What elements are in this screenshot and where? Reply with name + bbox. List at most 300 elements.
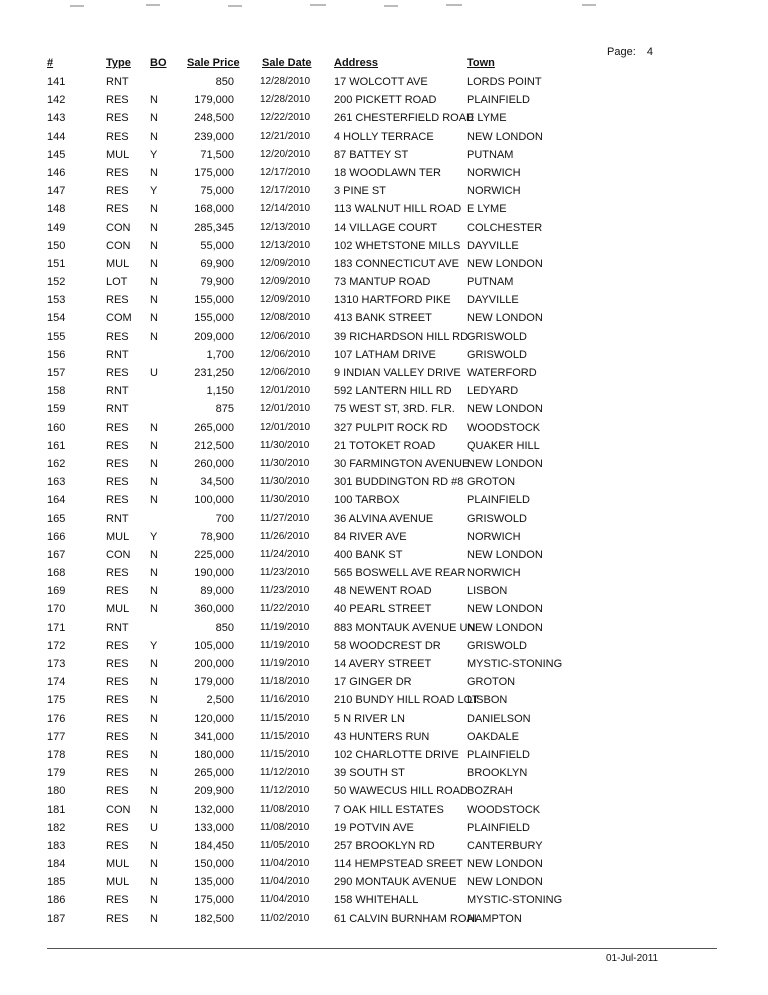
address: 84 RIVER AVE (334, 530, 407, 543)
address: 19 POTVIN AVE (334, 821, 414, 834)
table-row (0, 310, 768, 328)
property-type: RES (106, 639, 129, 652)
table-row (0, 92, 768, 110)
sale-date: 11/19/2010 (260, 621, 310, 633)
sale-date: 12/22/2010 (260, 112, 311, 124)
row-number: 185 (47, 876, 66, 889)
sale-date: 12/14/2010 (260, 203, 311, 215)
address: 290 MONTAUK AVENUE (334, 876, 457, 889)
address: 17 WOLCOTT AVE (334, 76, 428, 88)
row-number: 182 (47, 821, 66, 834)
sale-date: 12/13/2010 (260, 239, 311, 251)
sale-price: 180,000 (194, 748, 234, 761)
row-number: 142 (47, 94, 66, 107)
row-number: 175 (47, 694, 66, 707)
property-type: RES (106, 166, 129, 179)
table-row (0, 729, 768, 747)
address: 261 CHESTERFIELD ROAD (334, 112, 474, 125)
row-number: 171 (47, 621, 66, 634)
table-row (0, 820, 768, 838)
sale-price: 260,000 (194, 457, 234, 470)
sale-date: 11/19/2010 (260, 639, 310, 651)
row-number: 176 (47, 712, 66, 725)
sale-price: 132,000 (194, 803, 234, 816)
property-type: RES (106, 330, 129, 343)
address: 113 WALNUT HILL ROAD (334, 203, 462, 216)
row-number: 183 (47, 839, 66, 852)
bo-flag: N (150, 894, 158, 907)
table-row (0, 547, 768, 565)
sale-price: 69,900 (200, 257, 234, 270)
table-row (0, 401, 768, 419)
property-type: RES (106, 730, 129, 743)
address: 75 WEST ST, 3RD. FLR. (334, 403, 455, 416)
address: 50 WAWECUS HILL ROAD (334, 785, 468, 798)
row-number: 160 (47, 421, 66, 434)
town: LISBON (467, 694, 508, 707)
town: NORWICH (467, 567, 521, 580)
sale-date: 11/08/2010 (260, 803, 310, 815)
bo-flag: N (150, 130, 158, 143)
address: 200 PICKETT ROAD (334, 94, 437, 107)
address: 39 RICHARDSON HILL RD (334, 330, 469, 343)
sale-price: 120,000 (194, 712, 234, 725)
table-row (0, 765, 768, 783)
address: 21 TOTOKET ROAD (334, 439, 436, 452)
sale-date: 12/28/2010 (260, 94, 311, 106)
row-number: 180 (47, 785, 66, 798)
table-row (0, 365, 768, 383)
town: WATERFORD (467, 367, 537, 379)
sale-date: 11/16/2010 (260, 694, 310, 706)
sale-date: 11/19/2010 (260, 658, 310, 669)
sale-price: 100,000 (194, 494, 234, 507)
bo-flag: N (150, 785, 158, 798)
row-number: 157 (47, 367, 66, 379)
town: NORWICH (467, 530, 521, 543)
sale-price: 71,500 (200, 148, 234, 161)
property-type: RNT (106, 76, 129, 88)
sale-price: 175,000 (194, 166, 234, 179)
sale-price: 78,900 (200, 530, 234, 543)
sale-date: 12/06/2010 (260, 367, 311, 378)
town: BROOKLYN (467, 767, 528, 780)
sale-date: 11/12/2010 (260, 785, 310, 797)
table-row (0, 147, 768, 165)
sale-price: 184,450 (194, 839, 234, 852)
row-number: 146 (47, 166, 66, 179)
table-row (0, 347, 768, 365)
row-number: 173 (47, 658, 66, 670)
town: LISBON (467, 585, 508, 598)
town: NORWICH (467, 166, 521, 179)
town: LEDYARD (467, 385, 519, 398)
sale-price: 1,700 (206, 348, 234, 361)
sale-price: 179,000 (194, 676, 234, 689)
address: 43 HUNTERS RUN (334, 730, 430, 743)
address: 17 GINGER DR (334, 676, 412, 689)
town: NEW LONDON (467, 457, 543, 470)
property-type: MUL (106, 603, 130, 616)
town: GRISWOLD (467, 348, 527, 361)
bo-flag: Y (150, 185, 158, 198)
town: DAYVILLE (467, 239, 519, 252)
table-row (0, 783, 768, 801)
sale-price: 182,500 (194, 912, 234, 925)
bo-flag: U (150, 821, 158, 834)
property-type: RES (106, 130, 129, 143)
sale-date: 12/08/2010 (260, 312, 311, 324)
bo-flag: N (150, 257, 158, 270)
town: DAYVILLE (467, 294, 519, 307)
sale-date: 12/06/2010 (260, 330, 311, 342)
sale-date: 12/28/2010 (260, 76, 311, 87)
bo-flag: N (150, 312, 158, 325)
bo-flag: Y (150, 530, 158, 543)
bo-flag: N (150, 457, 158, 470)
sale-price: 175,000 (194, 894, 234, 907)
sale-date: 12/01/2010 (260, 385, 311, 397)
sale-price: 179,000 (194, 94, 234, 107)
address: 30 FARMINGTON AVENUE (334, 457, 470, 470)
address: 5 N RIVER LN (334, 712, 405, 725)
property-type: RES (106, 748, 129, 761)
address: 18 WOODLAWN TER (334, 166, 441, 179)
header-town: Town (467, 57, 495, 69)
town: NEW LONDON (467, 312, 543, 325)
sale-date: 11/26/2010 (260, 530, 310, 542)
property-type: RES (106, 894, 129, 907)
header-address: Address (334, 57, 379, 69)
town: GRISWOLD (467, 330, 527, 343)
town: PUTNAM (467, 148, 514, 161)
property-type: CON (106, 221, 131, 234)
town: NEW LONDON (467, 548, 543, 561)
town: PUTNAM (467, 276, 514, 289)
sale-price: 89,000 (200, 585, 234, 598)
table-row (0, 565, 768, 583)
row-number: 184 (47, 858, 66, 871)
address: 413 BANK STREET (334, 312, 432, 325)
sale-date: 11/15/2010 (260, 730, 310, 742)
bo-flag: N (150, 330, 158, 343)
property-type: RES (106, 494, 129, 507)
property-type: RES (106, 694, 129, 707)
town: MYSTIC-STONING (467, 894, 563, 907)
address: 48 NEWENT ROAD (334, 585, 432, 598)
table-row (0, 201, 768, 219)
sale-price: 200,000 (194, 658, 234, 670)
row-number: 163 (47, 476, 66, 489)
row-number: 144 (47, 130, 66, 143)
property-type: RNT (106, 348, 129, 361)
row-number: 151 (47, 257, 66, 270)
sale-date: 11/02/2010 (260, 912, 310, 924)
property-type: MUL (106, 876, 130, 889)
bo-flag: Y (150, 639, 158, 652)
table-row (0, 329, 768, 347)
row-number: 178 (47, 748, 66, 761)
sale-date: 11/27/2010 (260, 512, 310, 524)
town: QUAKER HILL (467, 439, 540, 452)
town: PLAINFIELD (467, 494, 530, 507)
row-number: 167 (47, 548, 66, 561)
table-row (0, 183, 768, 201)
bo-flag: N (150, 548, 158, 561)
property-type: MUL (106, 858, 130, 871)
sale-price: 34,500 (200, 476, 234, 489)
address: 61 CALVIN BURNHAM ROAI (334, 912, 477, 925)
sale-price: 265,000 (194, 767, 234, 780)
property-type: RES (106, 821, 129, 834)
bo-flag: N (150, 876, 158, 889)
address: 3 PINE ST (334, 185, 386, 198)
table-row (0, 165, 768, 183)
bo-flag: N (150, 203, 158, 216)
sale-price: 850 (215, 76, 234, 88)
bo-flag: N (150, 567, 158, 580)
address: 4 HOLLY TERRACE (334, 130, 434, 143)
bo-flag: N (150, 712, 158, 725)
property-type: RES (106, 94, 129, 107)
town: GROTON (467, 476, 516, 489)
property-type: RES (106, 457, 129, 470)
sale-date: 12/20/2010 (260, 148, 311, 160)
address: 14 VILLAGE COURT (334, 221, 438, 234)
address: 102 CHARLOTTE DRIVE (334, 748, 459, 761)
sale-date: 11/30/2010 (260, 494, 310, 506)
row-number: 143 (47, 112, 66, 125)
bo-flag: N (150, 439, 158, 452)
row-number: 158 (47, 385, 66, 398)
sale-price: 190,000 (194, 567, 234, 580)
bo-flag: N (150, 239, 158, 252)
bo-flag: N (150, 476, 158, 489)
bo-flag: Y (150, 148, 158, 161)
footer-divider (47, 948, 717, 949)
town: DANIELSON (467, 712, 531, 725)
town: OAKDALE (467, 730, 519, 743)
property-type: RES (106, 676, 129, 689)
property-type: RES (106, 567, 129, 580)
town: NEW LONDON (467, 621, 543, 634)
sale-price: 133,000 (194, 821, 234, 834)
bo-flag: N (150, 166, 158, 179)
table-row (0, 620, 768, 638)
row-number: 165 (47, 512, 66, 525)
row-number: 141 (47, 76, 66, 88)
bo-flag: N (150, 421, 158, 434)
town: HAMPTON (467, 912, 522, 925)
table-row (0, 856, 768, 874)
table-row (0, 583, 768, 601)
town: WOODSTOCK (467, 421, 541, 434)
sale-date: 11/04/2010 (260, 876, 310, 888)
address: 107 LATHAM DRIVE (334, 348, 436, 361)
sale-date: 12/09/2010 (260, 276, 311, 288)
bo-flag: N (150, 694, 158, 707)
table-row (0, 892, 768, 910)
table-row (0, 747, 768, 765)
header-sale-date: Sale Date (262, 57, 312, 69)
table-row (0, 911, 768, 929)
sale-price: 168,000 (194, 203, 234, 216)
bo-flag: N (150, 294, 158, 307)
bo-flag: N (150, 912, 158, 925)
sale-price: 135,000 (194, 876, 234, 889)
property-type: RES (106, 767, 129, 780)
bo-flag: N (150, 112, 158, 125)
table-row (0, 802, 768, 820)
sale-price: 105,000 (194, 639, 234, 652)
row-number: 177 (47, 730, 66, 743)
row-number: 170 (47, 603, 66, 616)
property-type: RNT (106, 403, 129, 416)
row-number: 153 (47, 294, 66, 307)
sale-price: 1,150 (206, 385, 234, 398)
row-number: 164 (47, 494, 66, 507)
row-number: 148 (47, 203, 66, 216)
address: 592 LANTERN HILL RD (334, 385, 452, 398)
header-number: # (47, 57, 54, 69)
address: 39 SOUTH ST (334, 767, 405, 780)
address: 14 AVERY STREET (334, 658, 432, 670)
table-row (0, 656, 768, 674)
sale-date: 11/08/2010 (260, 821, 310, 833)
address: 73 MANTUP ROAD (334, 276, 431, 289)
sale-price: 875 (215, 403, 234, 416)
town: COLCHESTER (467, 221, 543, 234)
sale-date: 11/24/2010 (260, 548, 310, 560)
table-row (0, 474, 768, 492)
town: NEW LONDON (467, 257, 543, 270)
table-row (0, 692, 768, 710)
address: 400 BANK ST (334, 548, 403, 561)
town: PLAINFIELD (467, 94, 530, 107)
table-row (0, 601, 768, 619)
property-type: RES (106, 203, 129, 216)
row-number: 147 (47, 185, 66, 198)
scan-artifacts (0, 0, 768, 12)
property-type: COM (106, 312, 132, 325)
address: 158 WHITEHALL (334, 894, 419, 907)
property-type: RES (106, 367, 129, 379)
property-type: RNT (106, 385, 129, 398)
town: NEW LONDON (467, 130, 543, 143)
property-type: RNT (106, 512, 129, 525)
town: E LYME (467, 112, 507, 125)
address: 1310 HARTFORD PIKE (334, 294, 451, 307)
header-sale-price: Sale Price (187, 57, 240, 69)
table-row (0, 220, 768, 238)
property-type: RES (106, 421, 129, 434)
table-row (0, 238, 768, 256)
property-type: CON (106, 548, 131, 561)
town: NEW LONDON (467, 858, 543, 871)
sale-date: 11/04/2010 (260, 894, 310, 906)
property-type: RES (106, 839, 129, 852)
footer-date: 01-Jul-2011 (606, 953, 659, 964)
table-row (0, 492, 768, 510)
property-type: MUL (106, 148, 130, 161)
row-number: 187 (47, 912, 66, 925)
address: 183 CONNECTICUT AVE (334, 257, 459, 270)
bo-flag: N (150, 676, 158, 689)
sale-date: 12/17/2010 (260, 166, 311, 178)
row-number: 169 (47, 585, 66, 598)
town: GROTON (467, 676, 516, 689)
sale-price: 79,900 (200, 276, 234, 289)
table-row (0, 674, 768, 692)
bo-flag: N (150, 94, 158, 107)
sale-date: 12/01/2010 (260, 403, 311, 415)
town: PLAINFIELD (467, 748, 530, 761)
sale-date: 12/13/2010 (260, 221, 311, 233)
property-type: LOT (106, 276, 128, 289)
town: CANTERBURY (467, 839, 543, 852)
row-number: 179 (47, 767, 66, 780)
table-row (0, 529, 768, 547)
address: 9 INDIAN VALLEY DRIVE (334, 367, 461, 379)
row-number: 152 (47, 276, 66, 289)
sale-date: 11/18/2010 (260, 676, 310, 688)
row-number: 181 (47, 803, 66, 816)
property-type: RES (106, 658, 129, 670)
property-type: MUL (106, 530, 130, 543)
property-type: CON (106, 239, 131, 252)
address: 257 BROOKLYN RD (334, 839, 435, 852)
bo-flag: N (150, 221, 158, 234)
sale-date: 12/21/2010 (260, 130, 311, 142)
sale-price: 225,000 (194, 548, 234, 561)
sale-price: 700 (215, 512, 234, 525)
header-bo: BO (150, 57, 167, 69)
property-type: RES (106, 185, 129, 198)
sale-date: 11/30/2010 (260, 476, 310, 488)
row-number: 161 (47, 439, 66, 452)
header-type: Type (106, 57, 131, 69)
town: PLAINFIELD (467, 821, 530, 834)
sale-date: 11/05/2010 (260, 839, 310, 851)
address: 40 PEARL STREET (334, 603, 432, 616)
table-row (0, 274, 768, 292)
table-row (0, 438, 768, 456)
row-number: 145 (47, 148, 66, 161)
sale-date: 12/17/2010 (260, 185, 311, 197)
sale-date: 11/23/2010 (260, 567, 310, 579)
sale-price: 55,000 (200, 239, 234, 252)
town: GRISWOLD (467, 512, 527, 525)
sale-date: 11/30/2010 (260, 457, 310, 469)
town: GRISWOLD (467, 639, 527, 652)
property-type: RES (106, 912, 129, 925)
bo-flag: N (150, 767, 158, 780)
table-row (0, 838, 768, 856)
town: NORWICH (467, 185, 521, 198)
sale-price: 212,500 (194, 439, 234, 452)
address: 301 BUDDINGTON RD #8 (334, 476, 464, 489)
sale-price: 341,000 (194, 730, 234, 743)
sale-price: 285,345 (194, 221, 234, 234)
town: NEW LONDON (467, 603, 543, 616)
town: WOODSTOCK (467, 803, 541, 816)
table-row (0, 292, 768, 310)
sale-price: 850 (215, 621, 234, 634)
bo-flag: N (150, 839, 158, 852)
town: BOZRAH (467, 785, 513, 798)
property-type: MUL (106, 257, 130, 270)
row-number: 168 (47, 567, 66, 580)
